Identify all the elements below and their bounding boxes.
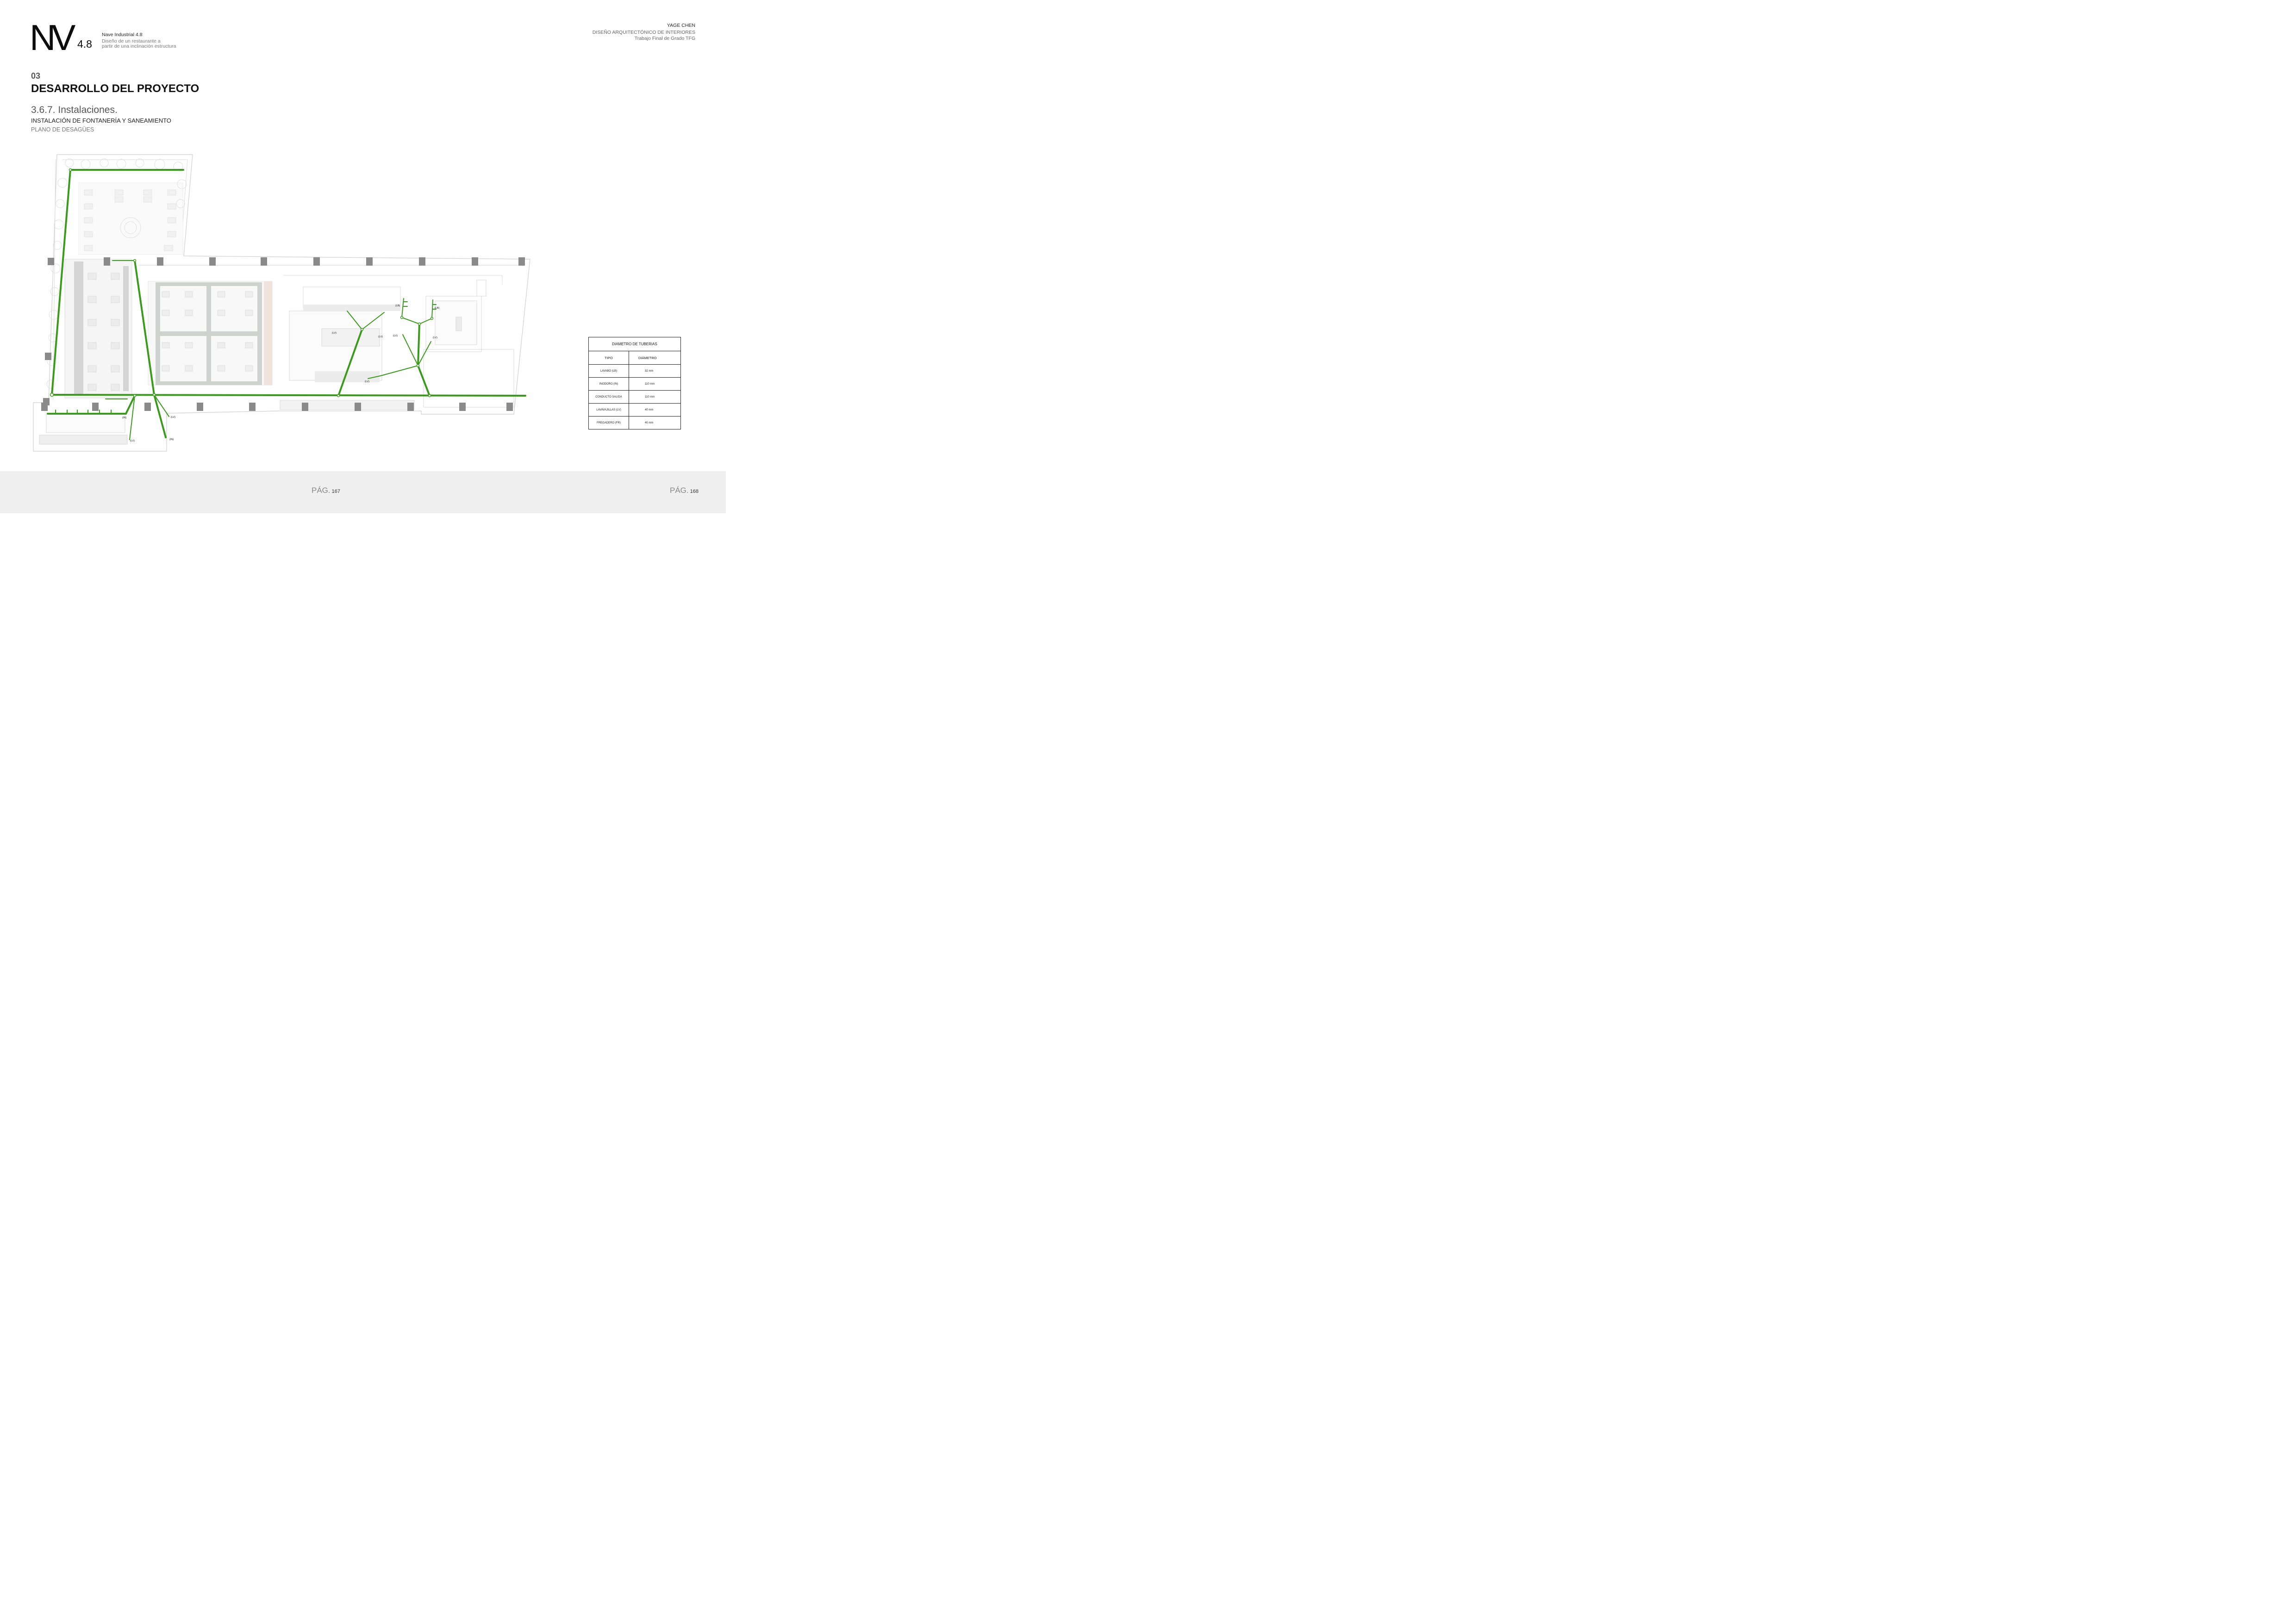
subsection-subtitle: INSTALACIÓN DE FONTANERÍA Y SANEAMIENTO <box>31 117 171 124</box>
page-number: 167 <box>331 489 340 494</box>
logo-subscript: 4.8 <box>77 38 92 50</box>
table-row <box>589 417 681 429</box>
pipe-type: INODORO (IN) <box>589 378 629 391</box>
table-row <box>589 391 681 404</box>
pipe-type: FREGADERO (FR) <box>589 417 629 429</box>
pipe-diameter: 40 mm <box>629 417 681 429</box>
table-row <box>589 404 681 417</box>
thesis-label: Trabajo Final de Grado TFG <box>634 36 695 41</box>
fixture-label-lv: (LV) <box>393 335 398 337</box>
page-number-left <box>312 486 340 495</box>
dining-zone-left <box>65 259 132 398</box>
plan-name: PLANO DE DESAGÜES <box>31 126 94 133</box>
page-number: 168 <box>690 489 699 494</box>
pipe-type: CONDUCTO SALIDA <box>589 391 629 404</box>
fixture-label-in: (IN) <box>169 438 174 441</box>
pipe-type: LAVABO (LB) <box>589 365 629 378</box>
author-name: YAGE CHEN <box>667 23 695 28</box>
pipe-diameter-table <box>588 337 681 429</box>
fixture-label-lv: (LV) <box>332 332 337 335</box>
fixture-label-lv: (LV) <box>365 380 369 383</box>
pipe-diameter: 110 mm <box>629 391 681 404</box>
column-header-diameter: DIÁMETRO <box>629 351 681 365</box>
fixture-label-lv: (LV) <box>130 440 135 442</box>
page-word: PÁG. <box>670 486 689 495</box>
table-row <box>589 365 681 378</box>
project-title: Nave Industrial 4.8 <box>102 32 143 37</box>
page-word: PÁG. <box>312 486 331 495</box>
fixture-label-lb: (LB) <box>395 305 400 307</box>
section-title: DESARROLLO DEL PROYECTO <box>31 82 200 95</box>
table-row <box>589 378 681 391</box>
table-caption: DIAMETRO DE TUBERIAS <box>589 337 681 351</box>
fixture-label-lv: (LV) <box>171 416 175 419</box>
program-name: DISEÑO ARQUITECTÓNICO DE INTERIORES <box>592 30 695 35</box>
section-number: 03 <box>31 71 41 81</box>
logo-mark: NV <box>30 17 72 58</box>
pipe-diameter: 40 mm <box>629 404 681 417</box>
pipe-type: LAVAVAJILLAS (LV) <box>589 404 629 417</box>
page-number-right <box>670 486 699 495</box>
fixture-label-lb: (LB) <box>435 307 440 310</box>
pipe-diameter: 32 mm <box>629 365 681 378</box>
page-footer <box>0 471 726 513</box>
fixture-label-in: (IN) <box>122 417 127 419</box>
fixture-label-lv: (LV) <box>433 336 437 339</box>
dining-zone-center <box>148 281 272 385</box>
fixture-label-lv: (LV) <box>378 336 383 338</box>
drainage-floor-plan <box>28 148 532 454</box>
subsection-title: 3.6.7. Instalaciones. <box>31 105 118 115</box>
project-description-line-2: partir de una inclinación estructura <box>102 44 176 49</box>
project-description-line-1: Diseño de un restaurante a <box>102 38 161 44</box>
pipe-diameter: 110 mm <box>629 378 681 391</box>
column-header-type: TIPO <box>589 351 629 365</box>
